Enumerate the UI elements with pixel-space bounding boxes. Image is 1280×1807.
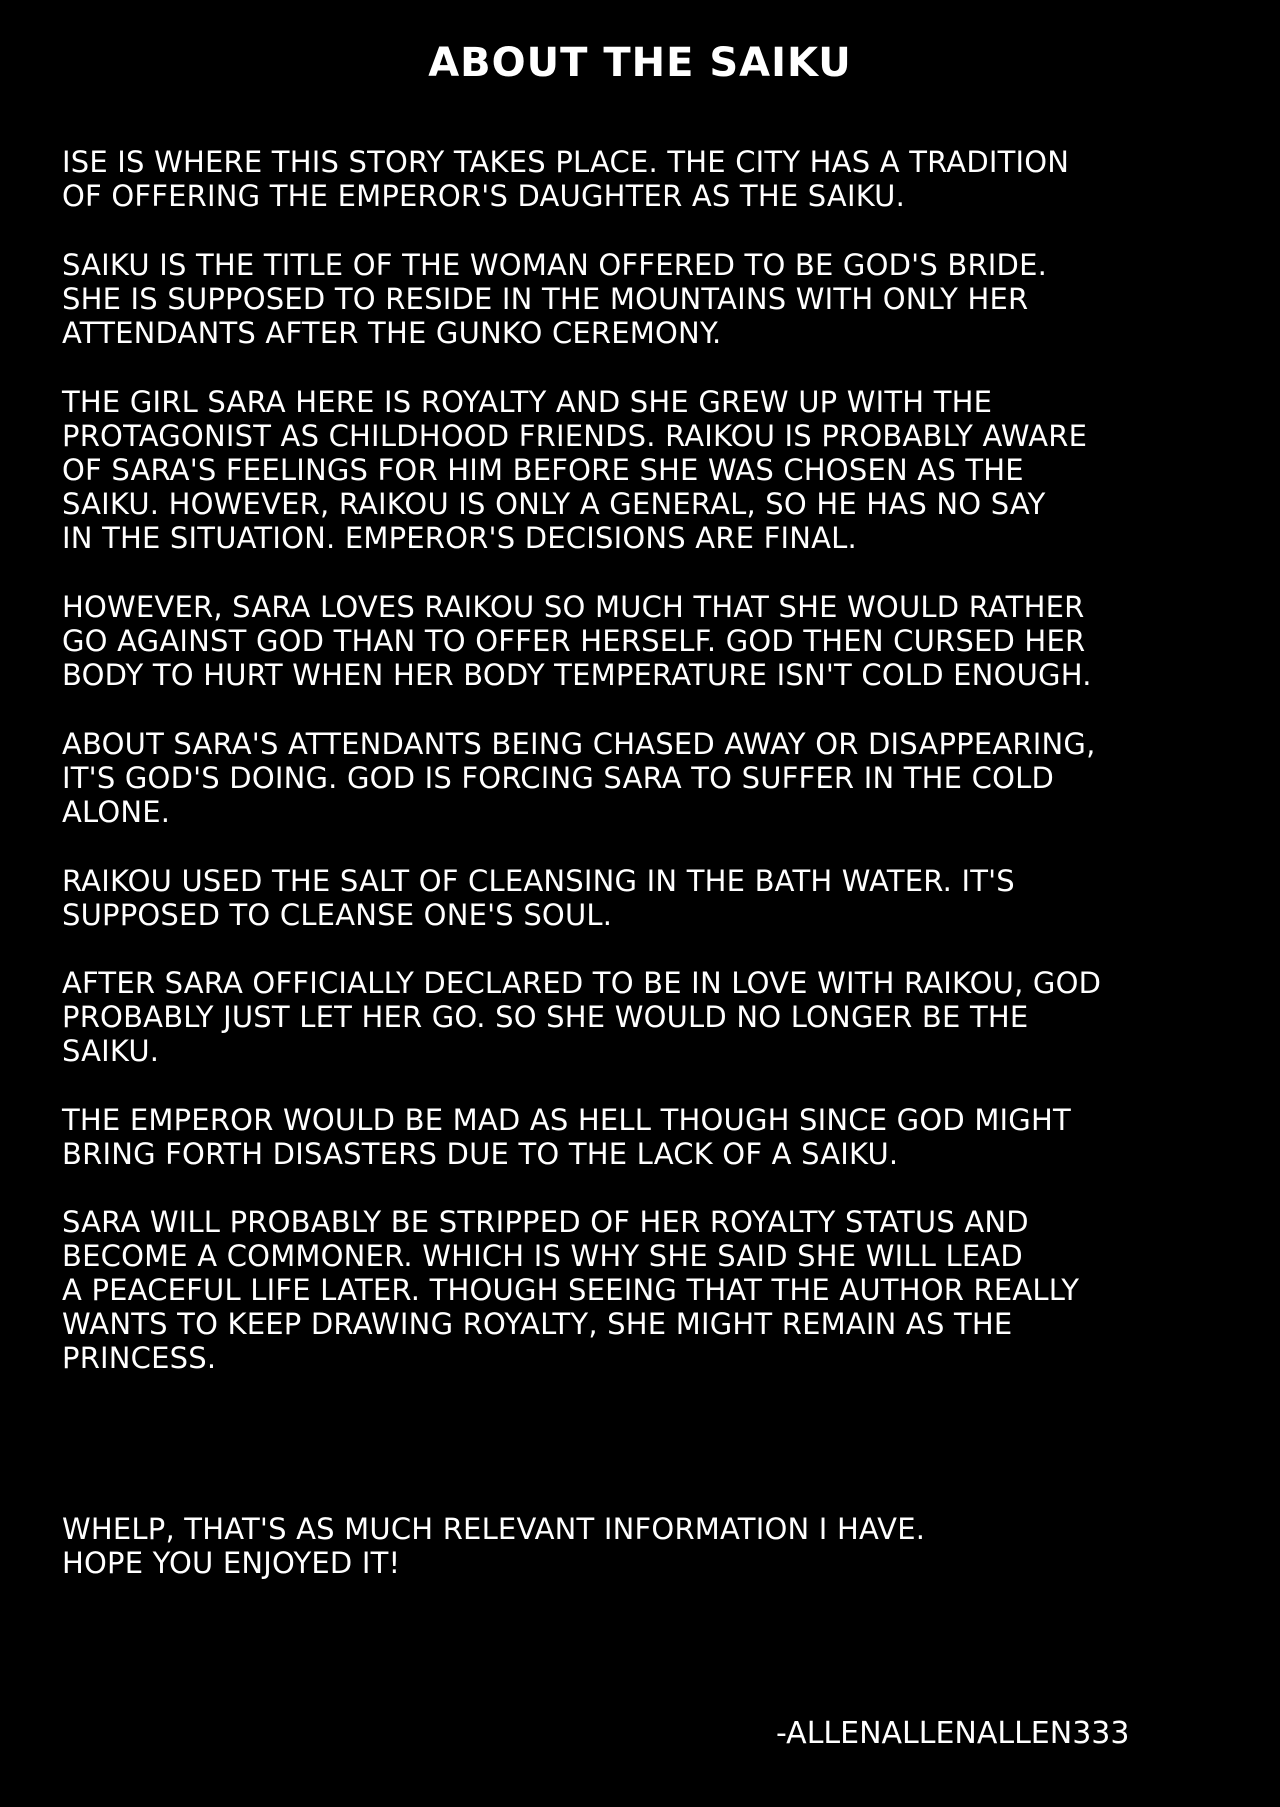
paragraph-ise-tradition [62,145,1242,213]
paragraph-line: SUPPOSED TO CLEANSE ONE'S SOUL. [62,898,613,932]
paragraph-line: THE EMPEROR WOULD BE MAD AS HELL THOUGH SINCE GOD MIGHT [62,1103,1071,1137]
paragraph-line: AFTER SARA OFFICIALLY DECLARED TO BE IN LOVE WITH RAIKOU, GOD [62,966,1102,1000]
paragraph-line: BECOME A COMMONER. WHICH IS WHY SHE SAID SHE WILL LEAD [62,1239,1023,1273]
paragraph-line: ABOUT SARA'S ATTENDANTS BEING CHASED AWAY OR DISAPPEARING, [62,727,1096,761]
paragraph-line: SAIKU IS THE TITLE OF THE WOMAN OFFERED TO BE GOD'S BRIDE. [62,248,1048,282]
paragraph-line: IN THE SITUATION. EMPEROR'S DECISIONS ARE FINAL. [62,521,857,555]
paragraph-sara-royalty [62,385,1242,555]
paragraph-line: A PEACEFUL LIFE LATER. THOUGH SEEING THAT THE AUTHOR REALLY [62,1273,1080,1307]
paragraph-line: PROTAGONIST AS CHILDHOOD FRIENDS. RAIKOU IS PROBABLY AWARE [62,419,1088,453]
closing-note [62,1512,1242,1580]
paragraph-line: HOWEVER, SARA LOVES RAIKOU SO MUCH THAT SHE WOULD RATHER [62,590,1085,624]
paragraph-line: OF SARA'S FEELINGS FOR HIM BEFORE SHE WAS CHOSEN AS THE [62,453,1024,487]
paragraph-line: HOPE YOU ENJOYED IT! [62,1546,401,1580]
paragraph-line: WHELP, THAT'S AS MUCH RELEVANT INFORMATION I HAVE. [62,1512,926,1546]
page-title: ABOUT THE SAIKU [428,40,852,86]
paragraph-line: ATTENDANTS AFTER THE GUNKO CEREMONY. [62,316,722,350]
paragraph-line: SAIKU. [62,1034,160,1068]
author-signature: -ALLENALLENALLEN333 [776,1716,1130,1751]
paragraph-royalty-status [62,1205,1242,1375]
paragraph-line: IT'S GOD'S DOING. GOD IS FORCING SARA TO SUFFER IN THE COLD [62,761,1054,795]
paragraph-attendants [62,727,1242,829]
paragraph-sara-loves-raikou [62,590,1242,692]
paragraph-line: ALONE. [62,795,171,829]
paragraph-emperor-mad [62,1103,1242,1171]
paragraph-salt-cleansing [62,864,1242,932]
paragraph-line: OF OFFERING THE EMPEROR'S DAUGHTER AS THE SAIKU. [62,179,905,213]
paragraph-line: RAIKOU USED THE SALT OF CLEANSING IN THE BATH WATER. IT'S [62,864,1015,898]
paragraph-line: WANTS TO KEEP DRAWING ROYALTY, SHE MIGHT REMAIN AS THE [62,1307,1013,1341]
paragraph-line: GO AGAINST GOD THAN TO OFFER HERSELF. GOD THEN CURSED HER [62,624,1086,658]
paragraph-line: ISE IS WHERE THIS STORY TAKES PLACE. THE CITY HAS A TRADITION [62,145,1070,179]
paragraph-saiku-title [62,248,1242,350]
paragraph-line: PRINCESS. [62,1341,217,1375]
paragraph-line: THE GIRL SARA HERE IS ROYALTY AND SHE GREW UP WITH THE [62,385,993,419]
paragraph-line: BODY TO HURT WHEN HER BODY TEMPERATURE ISN'T COLD ENOUGH. [62,658,1092,692]
paragraph-declared-love [62,966,1242,1068]
paragraph-line: SHE IS SUPPOSED TO RESIDE IN THE MOUNTAINS WITH ONLY HER [62,282,1029,316]
paragraph-line: PROBABLY JUST LET HER GO. SO SHE WOULD NO LONGER BE THE [62,1000,1029,1034]
paragraph-line: SARA WILL PROBABLY BE STRIPPED OF HER ROYALTY STATUS AND [62,1205,1029,1239]
paragraph-line: BRING FORTH DISASTERS DUE TO THE LACK OF A SAIKU. [62,1137,899,1171]
paragraph-line: SAIKU. HOWEVER, RAIKOU IS ONLY A GENERAL, SO HE HAS NO SAY [62,487,1046,521]
